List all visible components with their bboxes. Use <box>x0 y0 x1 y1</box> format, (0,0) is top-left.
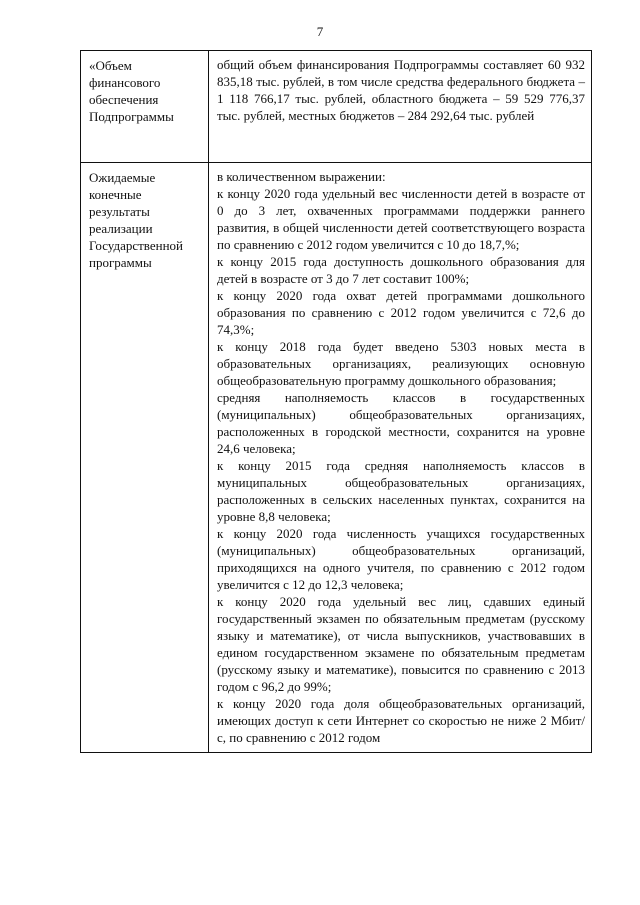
result-item: к концу 2020 года охват детей программами дошкольного образования по сравнению с 2012 годом увеличится с 72,6 до 74,3%; <box>217 288 585 337</box>
value-block <box>209 51 591 162</box>
row-label: «Объем финансового обеспечения Подпрограммы <box>89 58 174 124</box>
financing-text: общий объем финансирования Подпрограммы составляет 60 932 835,18 тыс. рублей, в том числе средства федерального бюджета – 1 118 766,17 тыс. рублей, областного бюджета – 59 529 776,37 тыс. рублей, местных бюджетов – 284 292,64 тыс. рублей <box>217 57 585 123</box>
result-item: к концу 2018 года будет введено 5303 новых места в образовательных организациях, реализующих основную общеобразовательную программу дошкольного образования; <box>217 339 585 388</box>
value-block <box>209 163 591 752</box>
value-cell <box>209 163 592 753</box>
table-row-financing <box>81 51 592 163</box>
result-item: средняя наполняемость классов в государственных (муниципальных) общеобразовательных организациях, расположенных в городской местности, сохранится на уровне 24,6 человека; <box>217 390 585 456</box>
row-spacer <box>217 124 585 156</box>
result-item: к концу 2020 года доля общеобразовательных организаций, имеющих доступ к сети Интернет со скоростью не ниже 2 Мбит/с, по сравнению с 2012 годом <box>217 696 585 745</box>
result-item: к концу 2020 года удельный вес численности детей в возрасте от 0 до 3 лет, охваченных программами поддержки раннего развития, в общей численности детей соответствующего возраста по сравнению с 2012 годом увеличится с 10 до 18,7,%; <box>217 186 585 252</box>
table-row-results <box>81 163 592 753</box>
result-item: к концу 2015 года средняя наполняемость классов в муниципальных общеобразовательных организациях, расположенных в сельских населенных пунктах, сохранится на уровне 8,8 человека; <box>217 458 585 524</box>
result-item: к концу 2020 года численность учащихся государственных (муниципальных) общеобразовательных организаций, приходящихся на одного учителя, по сравнению с 2012 годом увеличится с 12 до 12,3 человека; <box>217 526 585 592</box>
result-item: в количественном выражении: <box>217 169 386 184</box>
program-table <box>80 50 592 753</box>
result-item: к концу 2015 года доступность дошкольного образования для детей в возрасте от 3 до 7 лет составит 100%; <box>217 254 585 286</box>
label-cell <box>81 163 209 753</box>
value-cell <box>209 51 592 163</box>
label-cell <box>81 51 209 163</box>
result-item: к концу 2020 года удельный вес лиц, сдавших единый государственный экзамен по обязательным предметам (русскому языку и математике), от числа выпускников, участвовавших в едином государственном экзамене по обязательным предметам (русскому языку и математике), повысится по сравнению с 2013 годом с 96,2 до 99%; <box>217 594 585 694</box>
page-number: 7 <box>316 24 324 39</box>
row-label: Ожидаемые конечные результаты реализации Государственной программы <box>89 170 184 270</box>
